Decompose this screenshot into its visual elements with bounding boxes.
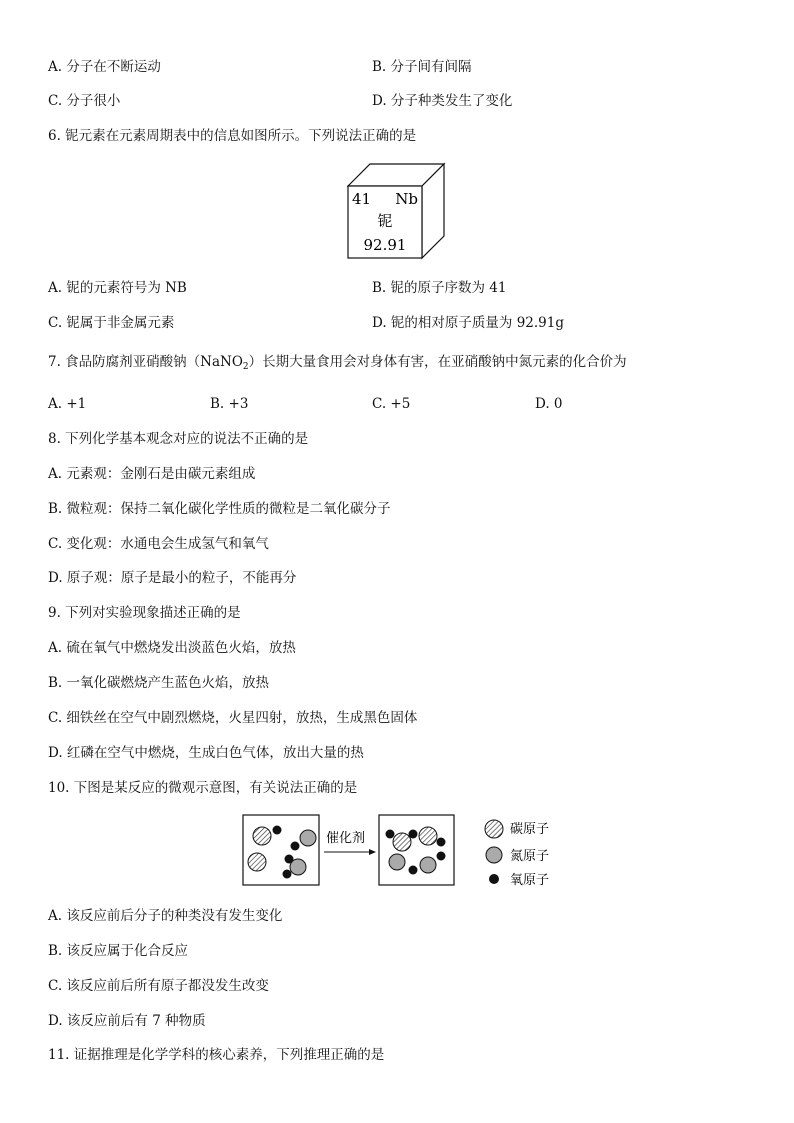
q11-stem: 11. 证据推理是化学学科的核心素养，下列推理正确的是 xyxy=(48,1047,385,1063)
q6-option-a: A. 铌的元素符号为 NB xyxy=(48,280,187,296)
reaction-micro-diagram xyxy=(240,812,560,890)
oxygen-atom xyxy=(386,830,395,839)
q9-option-c: C. 细铁丝在空气中剧烈燃烧，火星四射，放热，生成黑色固体 xyxy=(48,710,418,726)
legend-nitrogen-swatch xyxy=(486,847,502,863)
q8-option-a: A. 元素观：金刚石是由碳元素组成 xyxy=(48,466,256,482)
q10-option-c: C. 该反应前后所有原子都没发生改变 xyxy=(48,978,269,994)
carbon-atom xyxy=(253,827,271,845)
q10-stem: 10. 下图是某反应的微观示意图，有关说法正确的是 xyxy=(48,780,358,796)
oxygen-atom xyxy=(409,866,418,875)
q10-option-d: D. 该反应前后有 7 种物质 xyxy=(48,1013,206,1029)
element-mass: 92.91 xyxy=(363,236,407,254)
q6-option-d: D. 铌的相对原子质量为 92.91g xyxy=(372,315,565,331)
reactants-box xyxy=(243,815,319,885)
element-name: 铌 xyxy=(377,212,393,230)
nitrogen-atom xyxy=(290,859,306,875)
q8-option-b: B. 微粒观：保持二氧化碳化学性质的微粒是二氧化碳分子 xyxy=(48,501,391,517)
products-box xyxy=(379,815,454,885)
oxygen-atom xyxy=(437,852,446,861)
q9-option-b: B. 一氧化碳燃烧产生蓝色火焰，放热 xyxy=(48,675,270,691)
q10-option-a: A. 该反应前后分子的种类没有发生变化 xyxy=(48,908,283,924)
q5-option-a: A. 分子在不断运动 xyxy=(48,59,161,75)
q7-option-c: C. +5 xyxy=(372,396,411,412)
q6-option-b: B. 铌的原子序数为 41 xyxy=(372,280,507,296)
legend-nitrogen-label: 氮原子 xyxy=(510,849,550,864)
q7-option-a: A. +1 xyxy=(48,396,87,412)
legend-carbon-label: 碳原子 xyxy=(510,822,550,837)
nitrogen-atom xyxy=(389,854,405,870)
element-symbol: Nb xyxy=(395,190,418,208)
catalyst-label: 催化剂 xyxy=(326,831,366,846)
element-atomic-number: 41 xyxy=(352,190,372,208)
legend-oxygen-label: 氧原子 xyxy=(510,873,550,888)
nitrogen-atom xyxy=(300,830,316,846)
q8-option-c: C. 变化观：水通电会生成氢气和氧气 xyxy=(48,536,269,552)
nitrogen-atom xyxy=(420,857,436,873)
oxygen-atom xyxy=(273,826,282,835)
niobium-element-cube xyxy=(346,162,448,260)
sodium-nitrite-formula: NaNO$_2$ xyxy=(200,354,249,372)
q6-stem: 6. 铌元素在元素周期表中的信息如图所示。下列说法正确的是 xyxy=(48,128,417,144)
q7-option-b: B. +3 xyxy=(210,396,249,412)
q8-option-d: D. 原子观：原子是最小的粒子，不能再分 xyxy=(48,570,297,586)
q5-option-d: D. 分子种类发生了变化 xyxy=(372,93,513,109)
q9-stem: 9. 下列对实验现象描述正确的是 xyxy=(48,605,241,621)
q5-option-b: B. 分子间有间隔 xyxy=(372,59,472,75)
legend-oxygen-swatch xyxy=(489,874,499,884)
oxygen-atom xyxy=(409,830,418,839)
carbon-atom xyxy=(419,827,437,845)
q9-option-a: A. 硫在氧气中燃烧发出淡蓝色火焰，放热 xyxy=(48,640,296,656)
q7-stem xyxy=(48,353,627,376)
oxygen-atom xyxy=(437,838,446,847)
q7-option-d: D. 0 xyxy=(535,396,563,412)
q7-stem-start: 7. 食品防腐剂亚硝酸钠（ xyxy=(48,354,201,370)
legend-carbon-swatch xyxy=(485,820,503,838)
carbon-atom xyxy=(393,833,411,851)
oxygen-atom xyxy=(291,842,300,851)
carbon-atom xyxy=(248,853,266,871)
q10-option-b: B. 该反应属于化合反应 xyxy=(48,943,189,959)
q6-option-c: C. 铌属于非金属元素 xyxy=(48,315,175,331)
q5-option-c: C. 分子很小 xyxy=(48,93,121,109)
oxygen-atom xyxy=(283,870,292,879)
q8-stem: 8. 下列化学基本观念对应的说法不正确的是 xyxy=(48,431,309,447)
q7-stem-end: ）长期大量食用会对身体有害，在亚硝酸钠中氮元素的化合价为 xyxy=(248,354,627,370)
q9-option-d: D. 红磷在空气中燃烧，生成白色气体，放出大量的热 xyxy=(48,745,364,761)
